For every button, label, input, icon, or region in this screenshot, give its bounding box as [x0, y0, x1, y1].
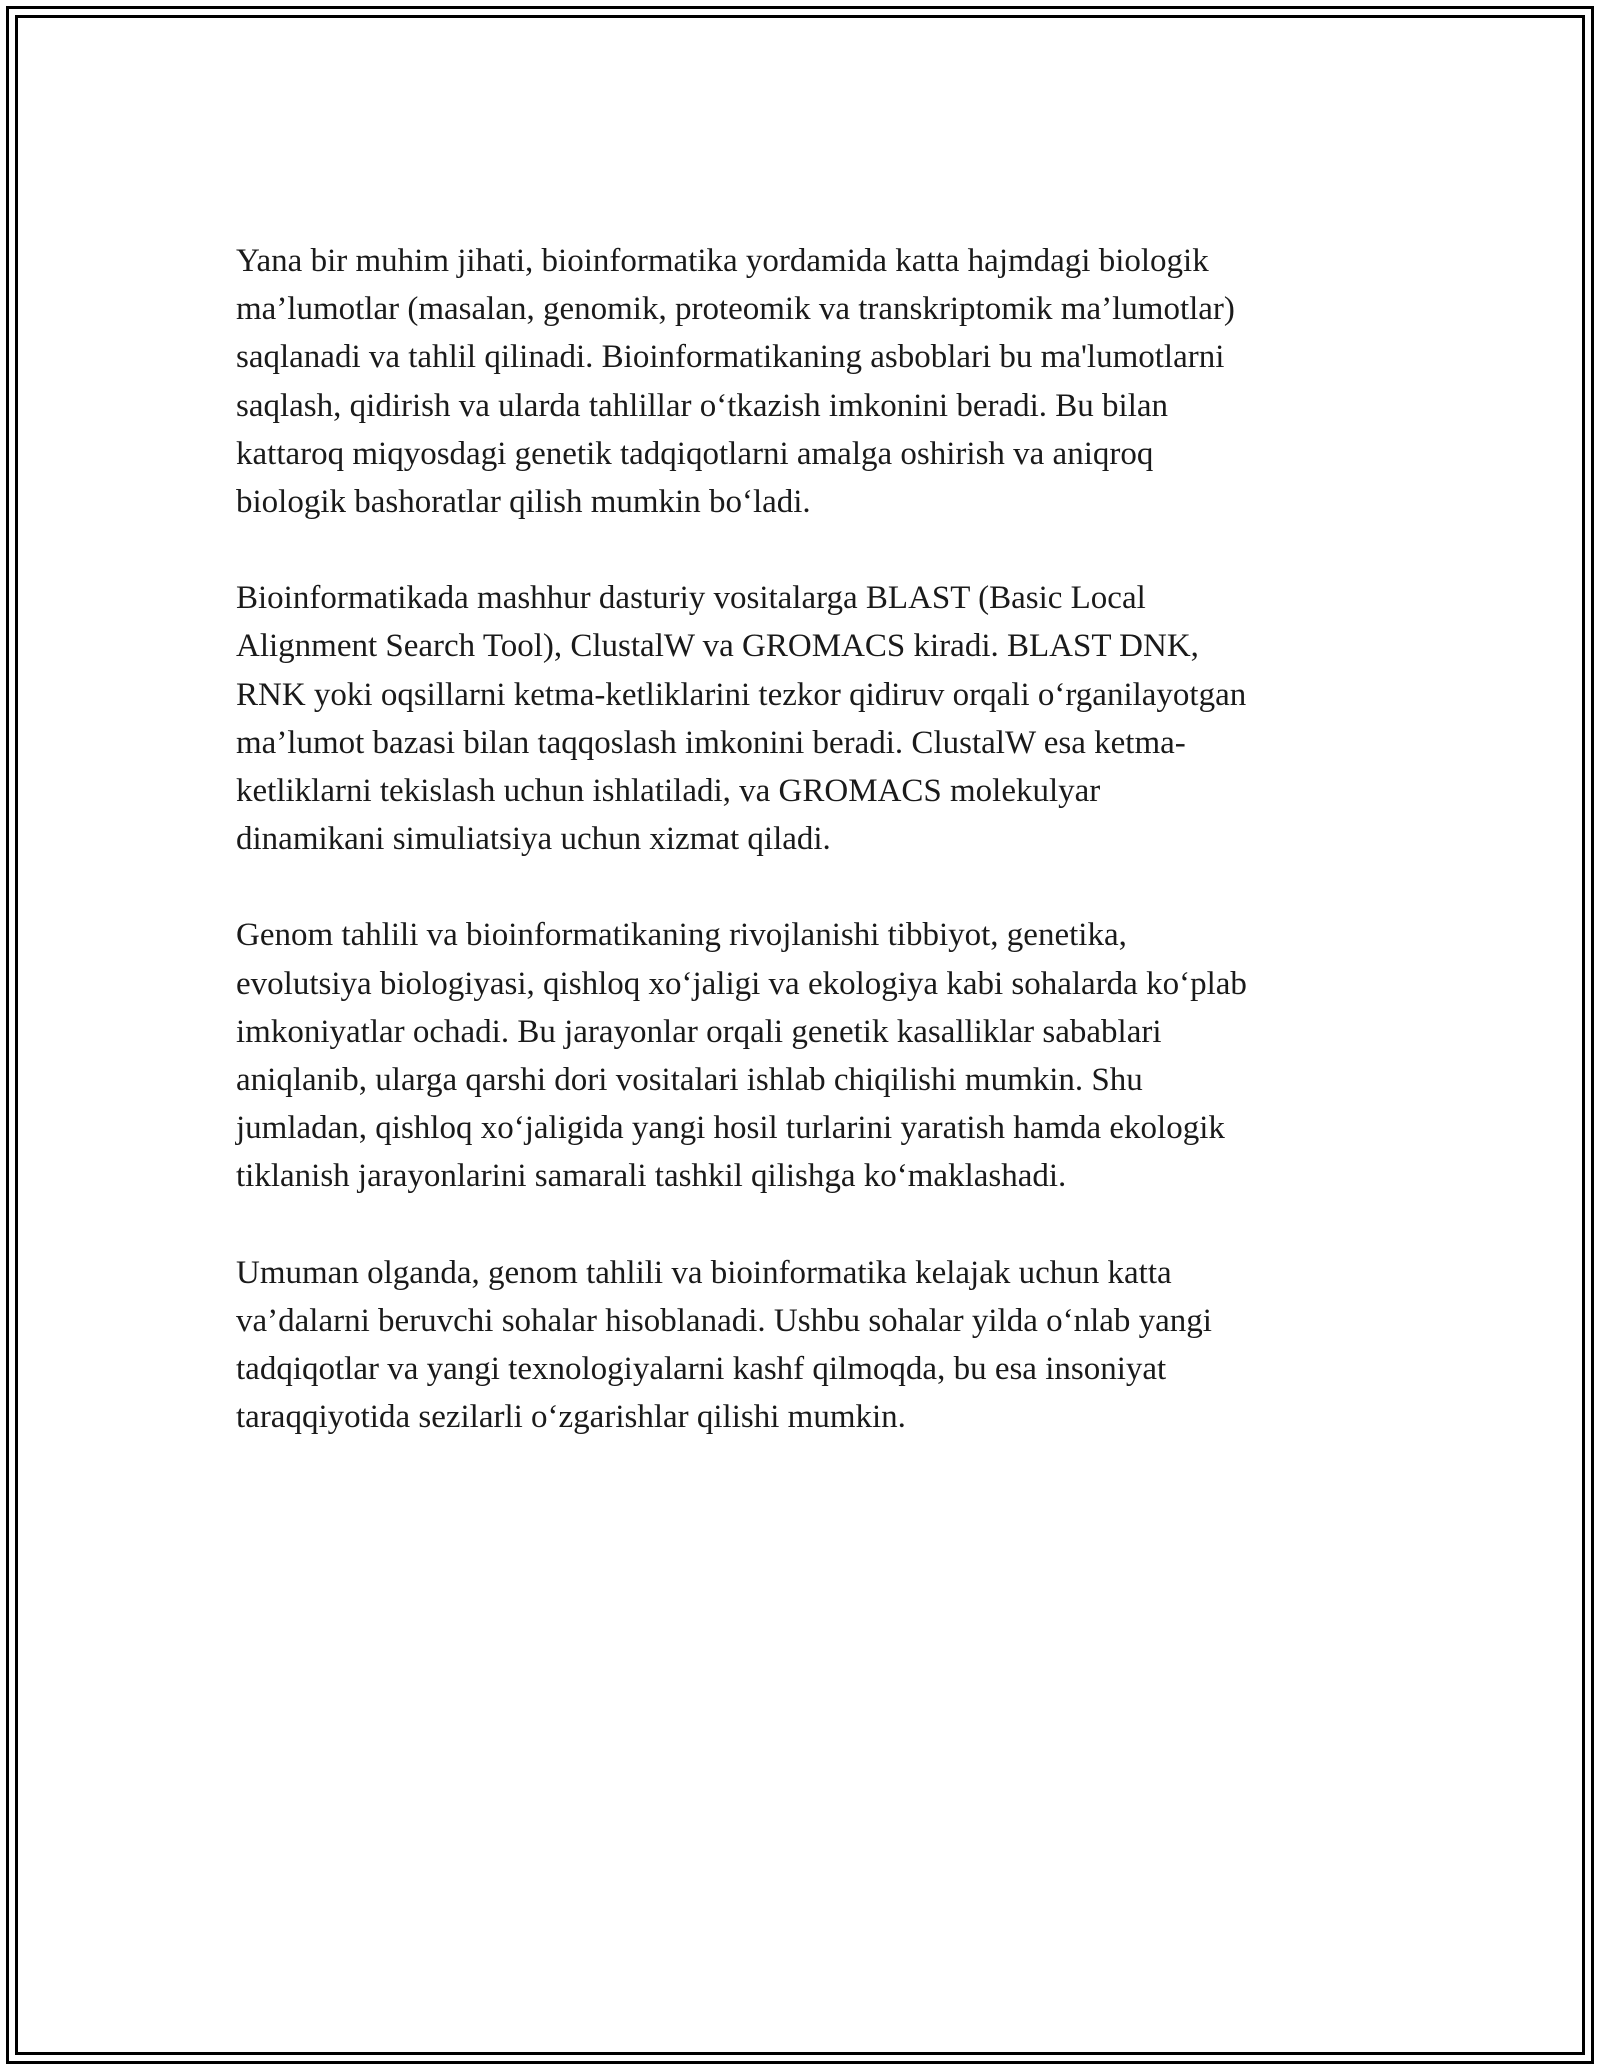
document-body [236, 237, 1366, 1489]
paragraph-conclusion: Umuman olganda, genom tahlili va bioinformatika kelajak uchun katta va’dalarni beruvchi sohalar hisoblanadi. Ushbu sohalar yilda o‘nlab yangi tadqiqotlar va yangi texnologiyalarni kashf qilmoqda, bu esa insoniyat taraqqiyotida sezilarli o‘zgarishlar qilishi mumkin. [236, 1254, 1212, 1436]
paragraph-software-tools: Bioinformatikada mashhur dasturiy vositalarga BLAST (Basic Local Alignment Search Tool), ClustalW va GROMACS kiradi. BLAST DNK, RNK yoki oqsillarni ketma-ketliklarini tezkor qidiruv orqali o‘rganilayotgan ma’lumot bazasi bilan taqqoslash imkonini beradi. ClustalW esa ketma- ketliklarni tekislash uchun ishlatiladi, va GROMACS molekulyar dinamikani simuliatsiya uchun xizmat qiladi. [236, 580, 1247, 858]
paragraph-applications: Genom tahlili va bioinformatikaning rivojlanishi tibbiyot, genetika, evolutsiya biologiyasi, qishloq xo‘jaligi va ekologiya kabi sohalarda ko‘plab imkoniyatlar ochadi. Bu jarayonlar orqali genetik kasalliklar sabablari aniqlanib, ularga qarshi dori vositalari ishlab chiqilishi mumkin. Shu jumladan, qishloq xo‘jaligida yangi hosil turlarini yaratish hamda ekologik tiklanish jarayonlarini samarali tashkil qilishga ko‘maklashadi. [236, 917, 1247, 1195]
paragraph-data-storage: Yana bir muhim jihati, bioinformatika yordamida katta hajmdagi biologik ma’lumotlar (masalan, genomik, proteomik va transkriptomik ma’lumotlar) saqlanadi va tahlil qilinadi. Bioinformatikaning asboblari bu ma'lumotlarni saqlash, qidirish va ularda tahlillar o‘tkazish imkonini beradi. Bu bilan kattaroq miqyosdagi genetik tadqiqotlarni amalga oshirish va aniqroq biologik bashoratlar qilish mumkin bo‘ladi. [236, 243, 1235, 521]
